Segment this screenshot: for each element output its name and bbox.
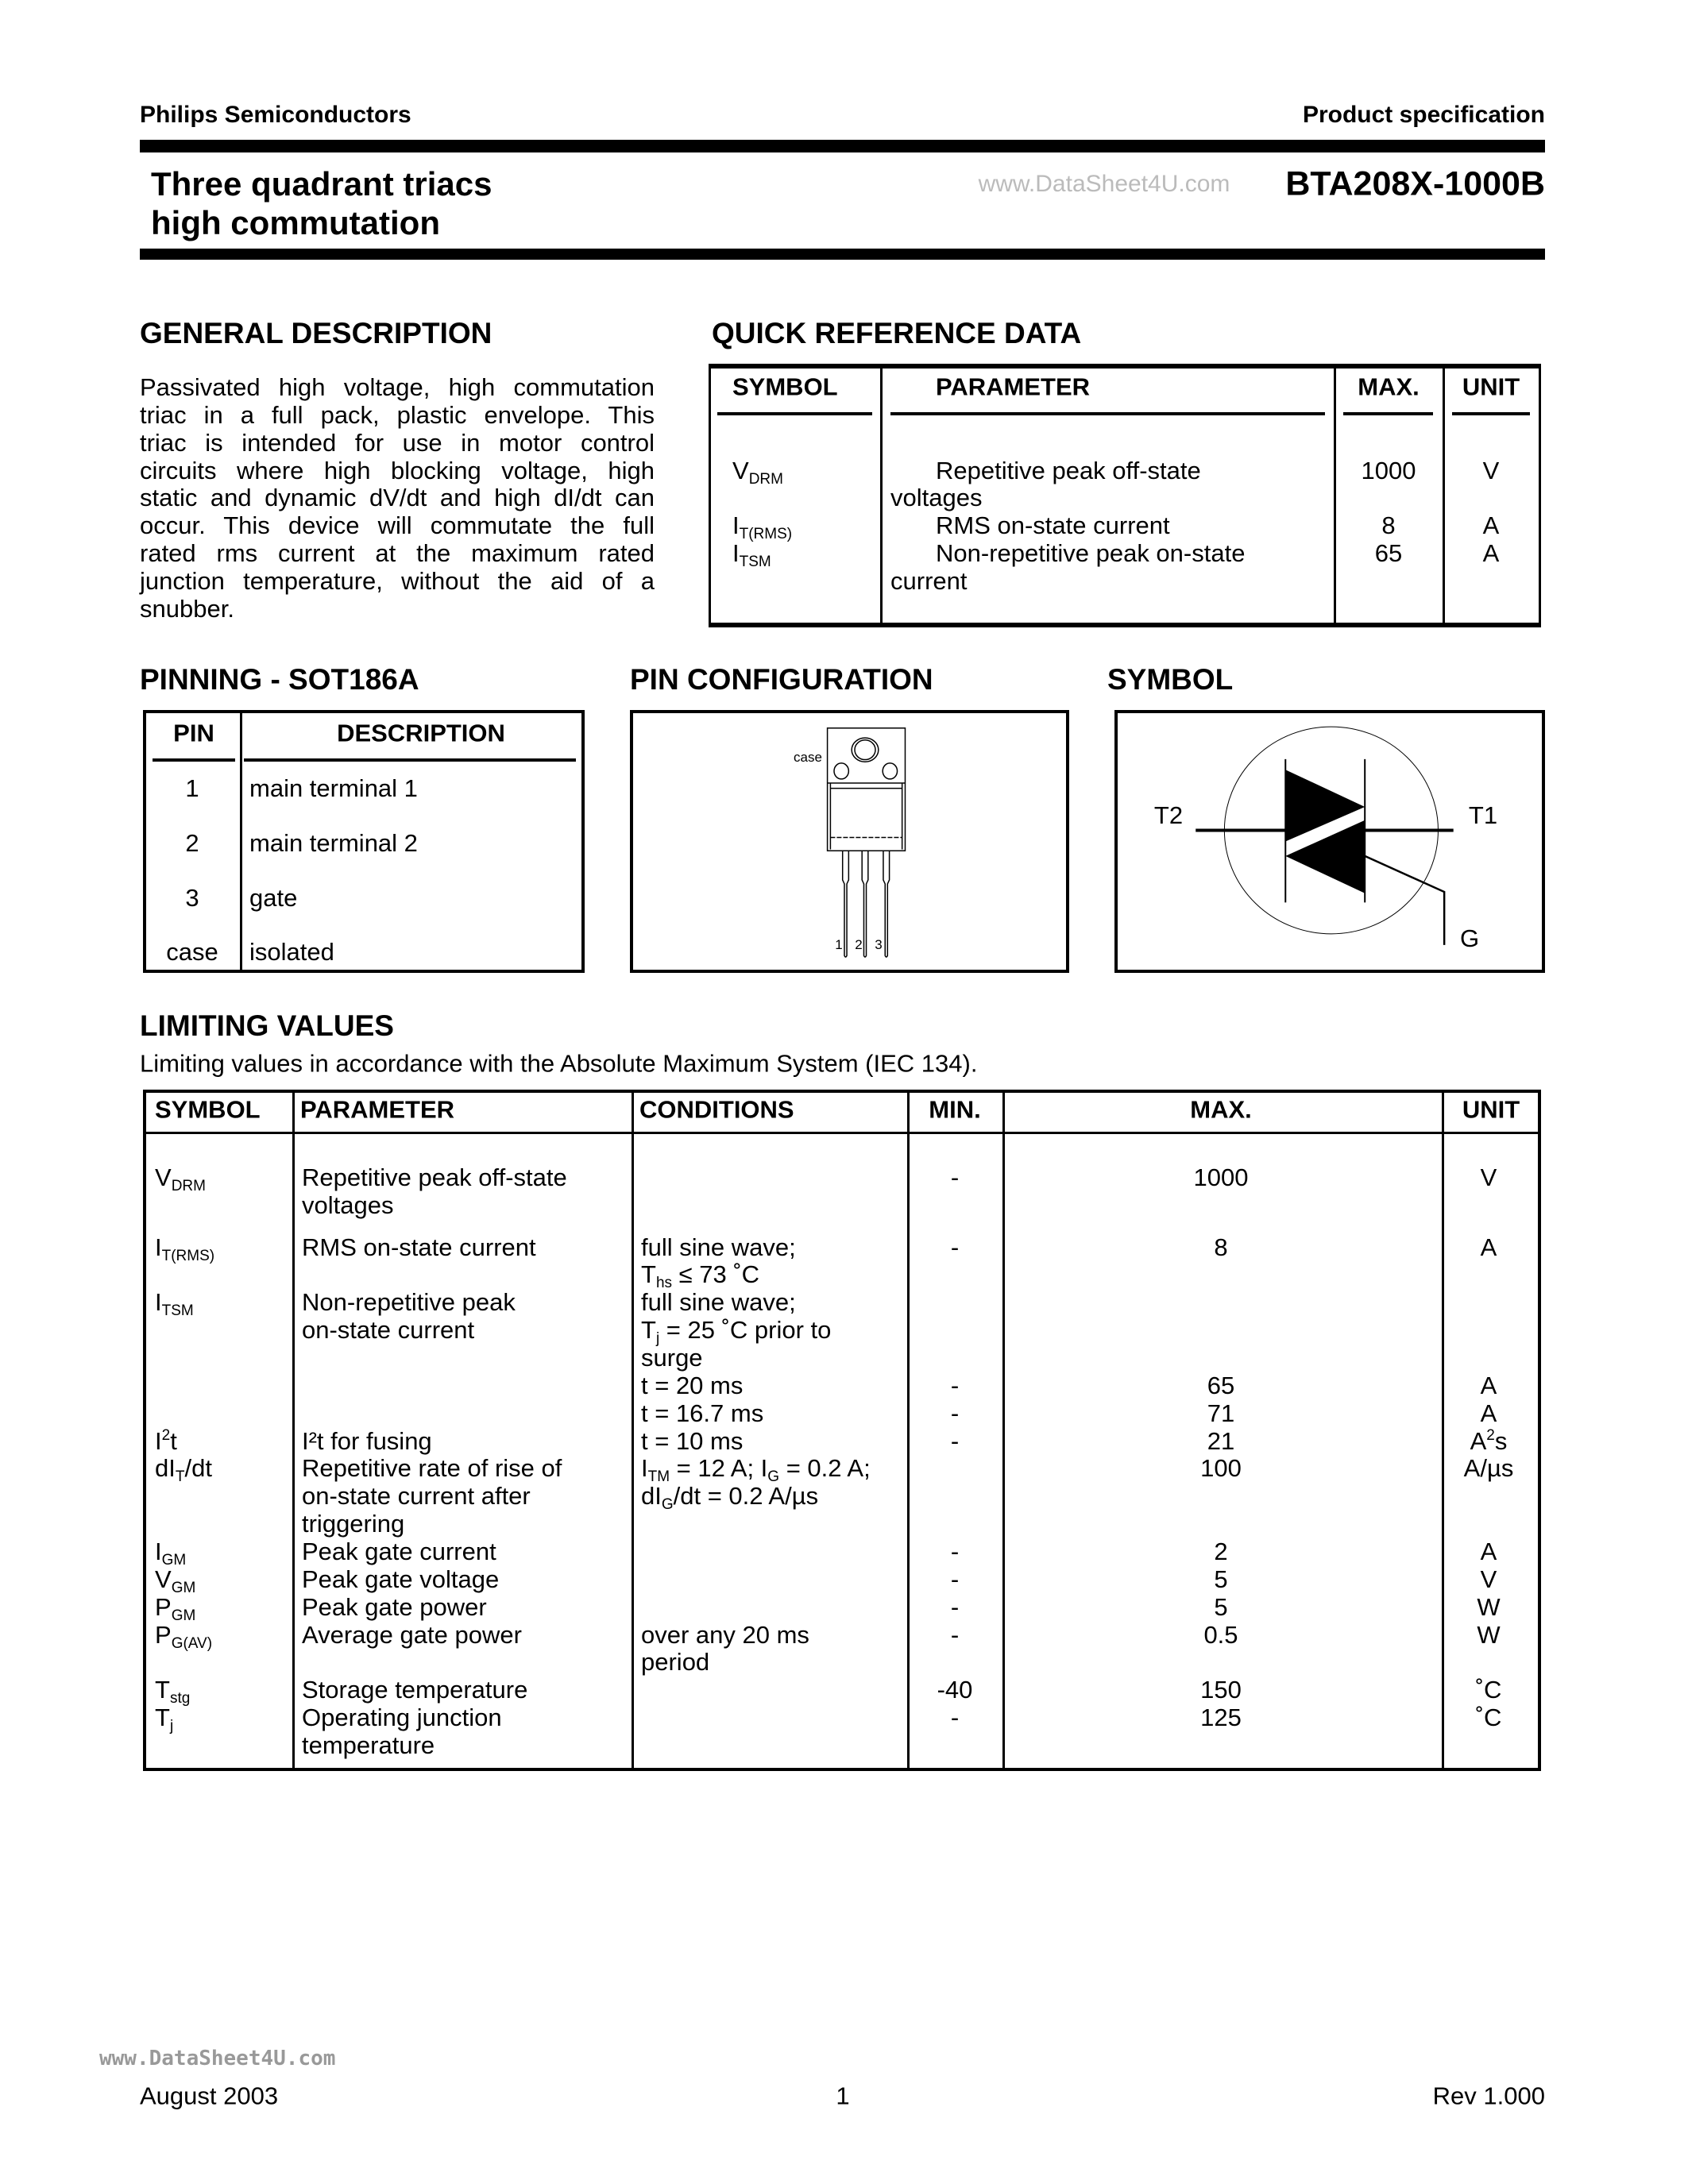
lv-min: -40 [937,1676,973,1704]
watermark-footer: www.DataSheet4U.com [99,2047,336,2070]
header-underline [717,412,872,415]
pin-configuration-heading: PIN CONFIGURATION [630,663,933,696]
general-description-heading: GENERAL DESCRIPTION [140,317,492,349]
lv-max: 2 [1214,1538,1228,1566]
lv-min: - [950,1371,960,1399]
lv-parameter: on-state current after [302,1482,531,1511]
lv-max: 150 [1200,1676,1242,1704]
column-divider [632,1093,634,1768]
limiting-values-heading: LIMITING VALUES [140,1009,394,1042]
description-line: junction temperature, without the aid of a [140,567,655,596]
general-description-text [140,374,655,623]
lv-header-parameter: PARAMETER [300,1095,455,1124]
lv-max: 125 [1200,1704,1242,1732]
lv-parameter: Operating junction [302,1704,502,1732]
document-title-line1: Three quadrant triacs [151,165,492,203]
gate-label: G [1459,924,1480,952]
lv-symbol: $V_{DRM}$ [155,1163,206,1195]
description-line: triac in a full pack, plastic envelope. This [140,400,655,429]
lv-parameter: Peak gate current [302,1538,496,1566]
lv-symbol: $T_j$ [155,1704,174,1735]
lv-symbol: $I_{GM}$ [155,1538,187,1569]
lv-condition: $T_{hs} \le 73$ ˚C [641,1260,760,1292]
lv-condition: t = 16.7 ms [641,1399,764,1427]
lv-symbol: $P_{GM}$ [155,1592,196,1624]
qr-parameter: current [890,567,968,595]
column-divider [240,713,242,970]
pin-description: isolated [249,937,334,966]
pin-header-pin: PIN [173,719,214,747]
description-line: rated rms current at the maximum rated [140,539,655,568]
to220-package-icon [630,710,1069,973]
lv-parameter: I²t for fusing [302,1426,432,1455]
lv-min: - [950,1233,960,1261]
lv-min: - [950,1163,960,1192]
lv-max: 65 [1207,1371,1235,1399]
lv-header-min: MIN. [929,1095,981,1124]
qr-symbol: $I_{TSM}$ [732,539,771,571]
pin-header-description: DESCRIPTION [337,719,505,747]
lv-max: 1000 [1193,1163,1249,1192]
lv-symbol: $I_{TSM}$ [155,1288,194,1320]
quick-reference-table [709,364,1541,627]
lv-max: 21 [1207,1426,1235,1455]
lv-parameter: Peak gate power [302,1592,487,1621]
lv-max: 100 [1200,1454,1242,1483]
lv-max: 8 [1214,1233,1228,1261]
case-label: case [794,750,822,765]
lv-symbol: $dI_T/dt$ [155,1454,212,1486]
header-rule-bottom [140,249,1545,260]
description-line: static and dynamic dV/dt and high dI/dt can [140,484,655,512]
t2-label: T2 [1153,801,1184,829]
lv-condition: t = 20 ms [641,1371,744,1399]
column-divider [1334,369,1336,623]
qr-header-max: MAX. [1358,372,1420,401]
limiting-values-subtitle: Limiting values in accordance with the Absolute Maximum System (IEC 134). [140,1049,978,1078]
lv-unit: A [1480,1233,1497,1261]
header-underline [244,758,576,762]
lv-unit: ˚C [1475,1704,1502,1732]
lv-header-max: MAX. [1190,1095,1252,1124]
lv-condition: t = 10 ms [641,1426,744,1455]
lv-min: - [950,1399,960,1427]
lv-header-unit: UNIT [1462,1095,1520,1124]
column-divider [1443,369,1445,623]
qr-header-unit: UNIT [1462,372,1520,401]
pin-number: 2 [185,828,199,857]
lv-unit: ˚C [1475,1676,1502,1704]
lv-parameter: Repetitive rate of rise of [302,1454,562,1483]
pin-description: main terminal 2 [249,828,418,857]
description-line: occur. This device will commutate the full [140,511,655,540]
pin-label-3: 3 [875,937,883,952]
lv-unit: $A^2s$ [1470,1426,1508,1455]
qr-parameter: RMS on-state current [936,511,1170,540]
pin-label-2: 2 [855,937,863,952]
pinning-heading: PINNING - SOT186A [140,663,419,696]
qr-symbol: $V_{DRM}$ [732,456,783,488]
header-divider [146,1132,1538,1134]
qr-max: 1000 [1361,456,1416,484]
page-number: 1 [836,2082,850,2110]
quick-reference-heading: QUICK REFERENCE DATA [712,317,1082,349]
header-underline [1452,412,1530,415]
pin-description: main terminal 1 [249,774,418,802]
part-number: BTA208X-1000B [1285,164,1545,203]
symbol-heading: SYMBOL [1107,663,1234,696]
lv-condition: full sine wave; [641,1288,796,1317]
lv-parameter: temperature [302,1731,435,1760]
header-rule-top [140,140,1545,152]
lv-unit: W [1477,1620,1501,1649]
lv-unit: W [1477,1592,1501,1621]
lv-symbol: $T_{stg}$ [155,1676,191,1707]
qr-unit: A [1482,511,1500,540]
qr-unit: V [1482,456,1500,484]
qr-header-symbol: SYMBOL [732,372,838,401]
lv-min: - [950,1538,960,1566]
triac-symbol-figure [1114,710,1545,973]
lv-max: 5 [1214,1592,1228,1621]
qr-max: 65 [1374,539,1403,568]
lv-parameter: RMS on-state current [302,1233,536,1261]
lv-condition: full sine wave; [641,1233,796,1261]
lv-unit: A [1480,1399,1497,1427]
lv-symbol: $P_{G(AV)}$ [155,1620,213,1652]
pin-configuration-figure [630,710,1069,973]
lv-parameter: Storage temperature [302,1676,528,1704]
qr-header-parameter: PARAMETER [936,372,1091,401]
column-divider [292,1093,295,1768]
lv-parameter: Non-repetitive peak [302,1288,516,1317]
lv-unit: A/µs [1463,1454,1514,1483]
pin-label-1: 1 [835,937,843,952]
pin-number: case [166,937,218,966]
company-name: Philips Semiconductors [140,102,411,128]
description-line: circuits where high blocking voltage, high [140,456,655,484]
lv-parameter: Repetitive peak off-state [302,1163,567,1192]
lv-unit: A [1480,1538,1497,1566]
lv-symbol: $I^2t$ [155,1426,177,1455]
column-divider [880,369,883,623]
column-divider [907,1093,910,1768]
lv-condition: $T_j = 25$ ˚C prior to [641,1316,832,1348]
lv-symbol: $V_{GM}$ [155,1565,196,1596]
lv-min: - [950,1704,960,1732]
column-divider [1442,1093,1444,1768]
description-line: triac is intended for use in motor control [140,428,655,457]
lv-max: 71 [1207,1399,1235,1427]
lv-min: - [950,1592,960,1621]
lv-header-symbol: SYMBOL [155,1095,261,1124]
lv-condition: $I_{TM} = 12$ A; $I_G = 0.2$ A; [641,1454,871,1486]
pin-number: 1 [185,774,199,802]
lv-parameter: Peak gate voltage [302,1565,500,1593]
watermark-top: www.DataSheet4U.com [978,171,1230,197]
t1-label: T1 [1468,801,1498,829]
qr-parameter: voltages [890,484,983,512]
lv-parameter: Average gate power [302,1620,522,1649]
qr-parameter: Repetitive peak off-state [936,456,1201,484]
lv-min: - [950,1426,960,1455]
lv-parameter: on-state current [302,1316,475,1345]
lv-condition: $dI_G/dt = 0.2$ A/µs [641,1482,819,1514]
lv-unit: V [1480,1163,1497,1192]
document-title-line2: high commutation [151,204,440,241]
lv-max: 0.5 [1203,1620,1238,1649]
lv-parameter: triggering [302,1510,405,1538]
header-underline [890,412,1325,415]
lv-symbol: $I_{T(RMS)}$ [155,1233,215,1264]
pin-number: 3 [185,883,199,912]
lv-min: - [950,1565,960,1593]
footer-date: August 2003 [140,2082,279,2110]
revision: Rev 1.000 [1432,2082,1545,2110]
lv-unit: A [1480,1371,1497,1399]
lv-condition: surge [641,1344,703,1372]
lv-max: 5 [1214,1565,1228,1593]
description-line: snubber. [140,594,234,623]
lv-unit: V [1480,1565,1497,1593]
qr-symbol: $I_{T(RMS)}$ [732,511,793,543]
qr-unit: A [1482,539,1500,568]
header-underline [1343,412,1433,415]
qr-max: 8 [1381,511,1396,540]
header-underline [153,758,235,762]
document-type: Product specification [1302,102,1545,128]
description-line: Passivated high voltage, high commutation [140,373,655,401]
lv-header-conditions: CONDITIONS [639,1095,794,1124]
column-divider [1002,1093,1005,1768]
qr-parameter: Non-repetitive peak on-state [936,539,1246,568]
pin-description: gate [249,883,298,912]
lv-min: - [950,1620,960,1649]
lv-condition: period [641,1648,710,1677]
lv-condition: over any 20 ms [641,1620,809,1649]
triac-symbol-icon [1114,710,1545,973]
lv-parameter: voltages [302,1191,394,1220]
